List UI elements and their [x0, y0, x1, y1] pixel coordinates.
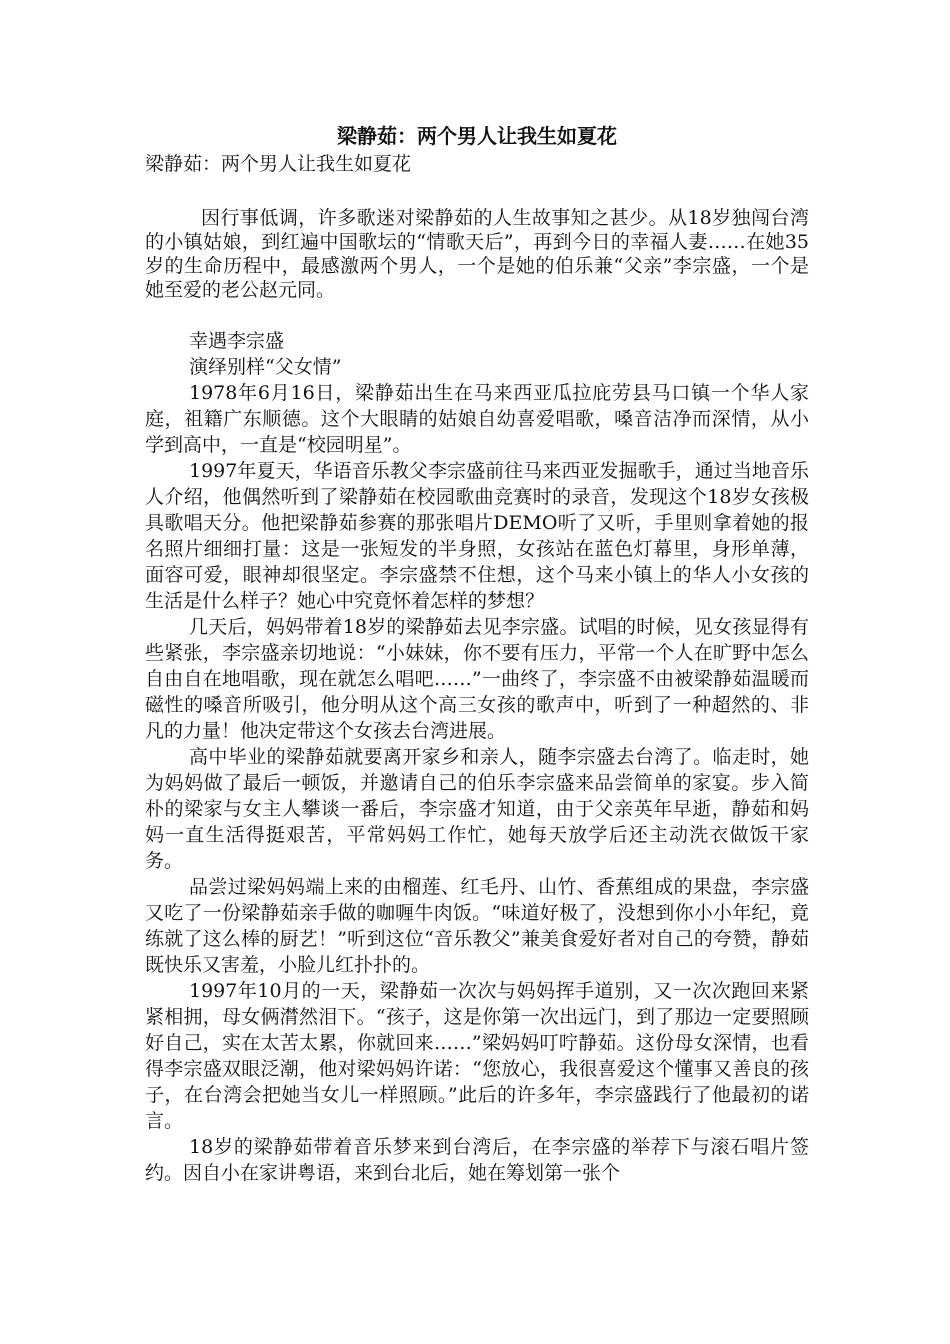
body-paragraph-2: 1997年夏天，华语音乐教父李宗盛前往马来西亚发掘歌手，通过当地音乐人介绍，他偶然听到了梁静茹在校园歌曲竞赛时的录音，发现这个18岁女孩极具歌唱天分。他把梁静茹参赛的那张唱片DEMO听了又听，手里则拿着她的报名照片细细打量：这是一张短发的半身照，女孩站在蓝色灯幕里，身形单薄，面容可爱，眼神却很坚定。李宗盛禁不住想，这个马来小镇上的华人小女孩的生活是什么样子？她心中究竟怀着怎样的梦想？ — [145, 460, 809, 612]
body-paragraph-5: 品尝过梁妈妈端上来的由榴莲、红毛丹、山竹、香蕉组成的果盘，李宗盛又吃了一份梁静茹亲手做的咖喱牛肉饭。“味道好极了，没想到你小小年纪，竟练就了这么棒的厨艺！”听到这位“音乐教父”兼美食爱好者对自己的夸赞，静茹既快乐又害羞，小脸儿红扑扑的。 — [145, 876, 809, 976]
document-subtitle: 梁静茹：两个男人让我生如夏花 — [145, 153, 412, 175]
document-page — [145, 122, 809, 1186]
body-paragraph-6: 1997年10月的一天，梁静茹一次次与妈妈挥手道别，又一次次跑回来紧紧相拥，母女俩潸然泪下。“孩子，这是你第一次出远门，到了那边一定要照顾好自己，实在太苦太累，你就回来……”梁妈妈叮咛静茹。这份母女深情，也看得李宗盛双眼泛潮，他对梁妈妈许诺：“您放心，我很喜爱这个懂事又善良的孩子，在台湾会把她当女儿一样照顾。”此后的许多年，李宗盛践行了他最初的诺言。 — [145, 980, 809, 1132]
body-paragraph-4: 高中毕业的梁静茹就要离开家乡和亲人，随李宗盛去台湾了。临走时，她为妈妈做了最后一顿饭，并邀请自己的伯乐李宗盛来品尝简单的家宴。步入简朴的梁家与女主人攀谈一番后，李宗盛才知道，由于父亲英年早逝，静茹和妈妈一直生活得挺艰苦，平常妈妈工作忙，她每天放学后还主动洗衣做饭干家务。 — [145, 746, 809, 872]
section-heading-2: 演绎别样“父女情” — [189, 356, 342, 378]
body-paragraph-3: 几天后，妈妈带着18岁的梁静茹去见李宗盛。试唱的时候，见女孩显得有些紧张，李宗盛亲切地说：“小妹妹，你不要有压力，平常一个人在旷野中怎么自由自在地唱歌，现在就怎么唱吧……”一曲终了，李宗盛不由被梁静茹温暖而磁性的嗓音所吸引，他分明从这个高三女孩的歌声中，听到了一种超然的、非凡的力量！他决定带这个女孩去台湾进展。 — [145, 616, 809, 742]
section-heading-1: 幸遇李宗盛 — [189, 330, 285, 352]
intro-paragraph: 因行事低调，许多歌迷对梁静茹的人生故事知之甚少。从18岁独闯台湾的小镇姑娘，到红遍中国歌坛的“情歌天后”，再到今日的幸福人妻……在她35岁的生命历程中，最感激两个男人，一个是她的伯乐兼“父亲”李宗盛，一个是她至爱的老公赵元同。 — [145, 207, 809, 301]
document-title: 梁静茹：两个男人让我生如夏花 — [337, 124, 617, 148]
body-paragraph-1: 1978年6月16日，梁静茹出生在马来西亚瓜拉庇劳县马口镇一个华人家庭，祖籍广东顺德。这个大眼睛的姑娘自幼喜爱唱歌，嗓音洁净而深情，从小学到高中，一直是“校园明星”。 — [145, 382, 809, 456]
body-paragraph-7: 18岁的梁静茹带着音乐梦来到台湾后，在李宗盛的举荐下与滚石唱片签约。因自小在家讲粤语，来到台北后，她在筹划第一张个 — [145, 1136, 809, 1184]
